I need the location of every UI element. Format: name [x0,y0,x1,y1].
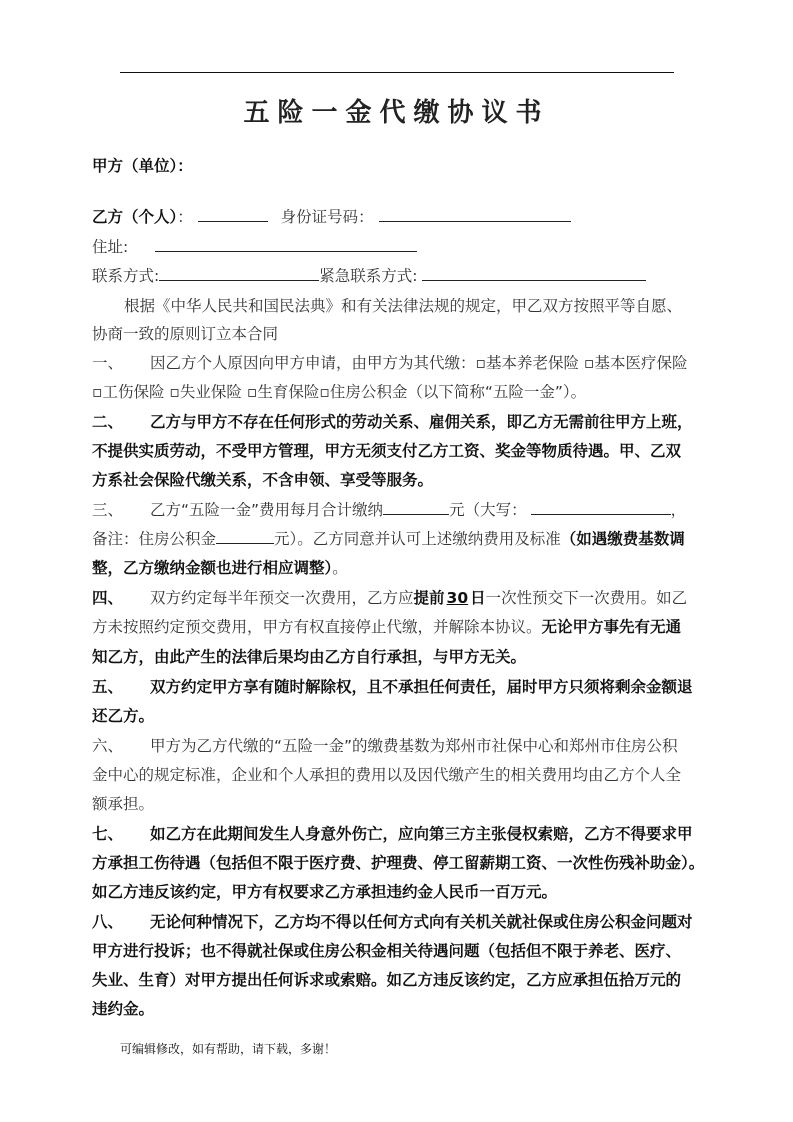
clause-3-text-2-bold: （如遇缴费基数调 [560,530,685,548]
id-number-label: 身份证号码： [280,208,374,226]
clause-4-text-bold-1: 提前 [413,589,445,607]
clause-5-line-1 [92,675,693,697]
clause-4-text-1a: 双方约定每半年预交一次费用，乙方应 [150,589,414,607]
clause-8-number: 八、 [92,913,124,931]
clause-4-days: 30 [446,589,469,607]
clause-6-line-2: 金中心的规定标准，企业和个人承担的费用以及因代缴产生的相关费用均由乙方个人全 [92,766,682,784]
clause-5-number: 五、 [92,678,124,696]
clause-8-line-3: 失业、生育）对甲方提出任何诉求或索赔。如乙方违反该约定，乙方应承担伍拾万元的 [92,971,682,989]
clause-3-text-1c: ， [670,501,687,519]
clause-3-text-1b: 元（大写： [449,501,527,519]
clause-5-line-2: 还乙方。 [92,707,155,725]
contact-label: 联系方式: [92,267,160,285]
preamble-line-2: 协商一致的原则订立本合同 [92,325,279,343]
clause-4-line-1 [92,586,687,608]
party-b-row [92,205,571,227]
clause-4-line-3: 知乙方，由此产生的法律后果均由乙方自行承担，与甲方无关。 [92,648,527,666]
clause-3-line-3 [92,556,348,578]
clause-4-line-2 [92,615,681,637]
clause-3-text-2b: 元）。乙方同意并认可上述缴纳费用及标准 [274,530,561,548]
clause-4-text-2-bold: 无论甲方事先有无通 [541,618,682,636]
clause-6-line-1 [92,734,678,756]
party-a-label: 甲方（单位）： [92,157,193,175]
contact-field[interactable] [159,264,319,281]
address-field[interactable] [155,235,417,252]
clause-2-text-1: 乙方与甲方不存在任何形式的劳动关系、雇佣关系，即乙方无需前往甲方上班， [150,413,693,431]
clause-1-line-2: ▫工伤保险 ▫失业保险 ▫生育保险▫住房公积金（以下简称“五险一金”）。 [92,383,587,401]
monthly-amount-field[interactable] [383,498,449,515]
clause-3-line-1 [92,498,686,520]
id-number-field[interactable] [379,205,571,222]
emergency-contact-field[interactable] [422,264,646,281]
clause-3-line-2 [92,527,685,549]
address-label: 住址: [92,238,129,256]
clause-4-text-2a: 方未按照约定预交费用，甲方有权直接停止代缴，并解除本协议。 [92,618,542,636]
amount-in-words-field[interactable] [531,498,671,515]
clause-1-text-1: 因乙方个人原因向甲方申请，由甲方为其代缴：▫基本养老保险 ▫基本医疗保险 [150,354,688,372]
clause-6-line-3: 额承担。 [92,795,155,813]
clause-8-text-1: 无论何种情况下，乙方均不得以任何方式向有关机关就社保或住房公积金问题对 [150,913,693,931]
housing-fund-field[interactable] [216,527,274,544]
clause-6-number: 六、 [92,737,124,755]
clause-2-line-1 [92,410,693,432]
clause-4-text-1b: 一次性预交下一次费用。如乙 [485,589,688,607]
clause-1-line-1 [92,351,687,373]
clause-5-text-1: 双方约定甲方享有随时解除权，且不承担任何责任，届时甲方只须将剩余金额退 [150,678,693,696]
party-b-name-field[interactable] [198,205,268,222]
clause-3-text-3-end: 。 [332,559,348,577]
clause-7-text-1: 如乙方在此期间发生人身意外伤亡，应向第三方主张侵权索赔，乙方不得要求甲 [150,825,693,843]
clause-7-line-2: 方承担工伤待遇（包括但不限于医疗费、护理费、停工留薪期工资、一次性伤残补助金）。 [92,854,705,872]
clause-2-line-2: 不提供实质劳动，不受甲方管理，甲方无须支付乙方工资、奖金等物质待遇。甲、乙双 [92,442,682,460]
clause-4-number: 四、 [92,589,124,607]
clause-7-line-3: 如乙方违反该约定，甲方有权要求乙方承担违约金人民币一百万元。 [92,883,558,901]
clause-6-text-1: 甲方为乙方代缴的“五险一金”的缴费基数为郑州市社保中心和郑州市住房公积 [150,737,678,755]
clause-3-number: 三、 [92,501,124,519]
clause-8-line-4: 违约金。 [92,1000,155,1018]
clause-2-line-3: 方系社会保险代缴关系，不含申领、享受等服务。 [92,471,434,489]
clause-3-text-2a: 备注：住房公积金 [92,530,217,548]
clause-4-text-bold-2: 日 [470,589,486,607]
clause-2-number: 二、 [92,413,124,431]
preamble-line-1: 根据《中华人民共和国民法典》和有关法律法规的规定，甲乙双方按照平等自愿、 [124,297,683,315]
footer-note: 可编辑修改，如有帮助，请下载，多谢！ [120,1042,337,1056]
party-b-sep: ： [177,208,193,226]
party-b-label: 乙方（个人） [92,208,178,226]
emergency-contact-label: 紧急联系方式: [319,267,418,285]
clause-7-line-1 [92,822,693,844]
clause-3-text-3-bold: 整，乙方缴纳金额也进行相应调整） [92,559,333,577]
clause-3-text-1a: 乙方“五险一金”费用每月合计缴纳 [150,501,384,519]
clause-8-line-2: 甲方进行投诉；也不得就社保或住房公积金相关待遇问题（包括但不限于养老、医疗、 [92,942,682,960]
contact-row [92,264,646,286]
clause-1-number: 一、 [92,354,124,372]
header-rule [120,72,674,73]
clause-7-number: 七、 [92,825,124,843]
address-row [92,235,417,257]
clause-8-line-1 [92,910,693,932]
document-title: 五险一金代缴协议书 [243,98,550,128]
